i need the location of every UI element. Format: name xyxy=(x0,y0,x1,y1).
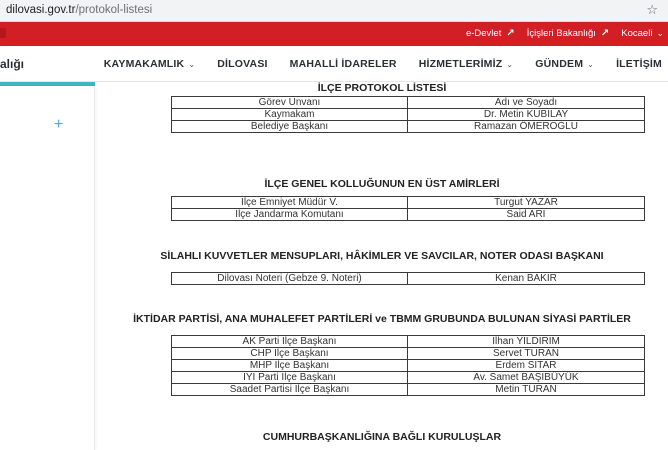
table-row xyxy=(172,372,645,384)
section-title: İLÇE PROTOKOL LİSTESİ xyxy=(317,82,447,94)
section-title: CUMHURBAŞKANLIĞINA BAĞLI KURULUŞLAR xyxy=(262,431,502,443)
chevron-down-icon: ⌄ xyxy=(188,59,196,69)
edevlet-link[interactable]: e-Devlet ↗ xyxy=(465,28,515,39)
nav-item-kaymakamlik[interactable]: KAYMAKAMLIK ⌄ xyxy=(103,58,196,70)
table-cell: Av. Samet BAŞIBÜYÜK xyxy=(408,372,645,384)
table-header-cell: Adı ve Soyadı xyxy=(408,97,645,109)
table-cell: İlçe Jandarma Komutanı xyxy=(172,209,408,221)
table-row xyxy=(172,197,645,209)
table-cell: Erdem SITAR xyxy=(408,360,645,372)
url-text[interactable]: dilovasi.gov.tr/protokol-listesi xyxy=(6,4,153,16)
table-cell: İlhan YILDIRIM xyxy=(408,336,645,348)
protocol-content xyxy=(96,82,668,450)
table-cell: Kenan BAKIR xyxy=(408,273,645,285)
nav-item-dilovasi[interactable]: DİLOVASI xyxy=(217,58,268,70)
table-cell: Turgut YAZAR xyxy=(408,197,645,209)
protocol-table xyxy=(171,196,645,221)
table-row xyxy=(172,209,645,221)
table-cell: İYİ Parti İlçe Başkanı xyxy=(172,372,408,384)
protocol-table xyxy=(171,335,645,396)
external-arrow-icon: ↗ xyxy=(600,28,610,39)
table-row xyxy=(172,348,645,360)
chevron-down-icon: ⌄ xyxy=(656,28,664,38)
expand-plus-icon[interactable]: + xyxy=(54,116,64,133)
nav-item-hizmetlerimiz[interactable]: HİZMETLERİMİZ ⌄ xyxy=(418,58,514,70)
nav-item-gundem[interactable]: GÜNDEM ⌄ xyxy=(535,58,595,70)
external-arrow-icon: ↗ xyxy=(506,28,515,39)
table-cell: Metin TURAN xyxy=(408,384,645,396)
table-row xyxy=(172,384,645,396)
table-row xyxy=(172,273,645,285)
browser-address-bar[interactable] xyxy=(0,0,668,22)
nav-menu xyxy=(104,58,662,70)
table-cell: MHP İlçe Başkanı xyxy=(172,360,408,372)
table-cell: Dr. Metin KUBİLAY xyxy=(408,109,645,121)
chevron-down-icon: ⌄ xyxy=(587,59,595,69)
table-cell: Ramazan ÖMEROĞLU xyxy=(408,121,645,133)
chevron-down-icon: ⌄ xyxy=(506,59,514,69)
table-row xyxy=(172,336,645,348)
table-cell: Servet TURAN xyxy=(408,348,645,360)
table-cell: Said ARI xyxy=(408,209,645,221)
icisleri-link[interactable]: İçişleri Bakanlığı ↗ xyxy=(526,28,610,39)
table-row xyxy=(172,97,645,109)
table-cell: CHP İlçe Başkanı xyxy=(172,348,408,360)
top-utility-bar xyxy=(0,22,668,46)
table-row xyxy=(172,109,645,121)
site-brand[interactable]: alığı xyxy=(0,57,25,71)
table-cell: AK Parti İlçe Başkanı xyxy=(172,336,408,348)
nav-item-mahalli-idareler[interactable]: MAHALLİ İDARELER xyxy=(289,58,397,70)
protocol-table xyxy=(171,272,645,285)
logo-fragment xyxy=(0,28,6,38)
table-cell: Dilovası Noteri (Gebze 9. Noteri) xyxy=(172,273,408,285)
table-header-cell: Görev Unvanı xyxy=(172,97,408,109)
table-cell: İlçe Emniyet Müdür V. xyxy=(172,197,408,209)
section-title: İLÇE GENEL KOLLUĞUNUN EN ÜST AMİRLERİ xyxy=(264,178,500,190)
table-row xyxy=(172,360,645,372)
sidebar xyxy=(0,86,95,450)
main-nav xyxy=(0,46,668,82)
table-cell: Belediye Başkanı xyxy=(172,121,408,133)
table-cell: Kaymakam xyxy=(172,109,408,121)
top-links xyxy=(454,28,664,39)
nav-item-iletisim[interactable]: İLETİŞİM xyxy=(616,58,662,70)
table-row xyxy=(172,121,645,133)
kocaeli-dropdown[interactable]: Kocaeli ⌄ xyxy=(621,28,664,39)
protocol-table xyxy=(171,96,645,133)
star-icon[interactable]: ☆ xyxy=(646,2,658,17)
section-title: İKTİDAR PARTİSİ, ANA MUHALEFET PARTİLERİ ve TBMM GRUBUNDA BULUNAN SİYASİ PARTİLER xyxy=(133,313,631,325)
section-title: SİLAHLI KUVVETLER MENSUPLARI, HÂKİMLER VE SAVCILAR, NOTER ODASI BAŞKANI xyxy=(160,250,604,262)
table-cell: Saadet Partisi İlçe Başkanı xyxy=(172,384,408,396)
